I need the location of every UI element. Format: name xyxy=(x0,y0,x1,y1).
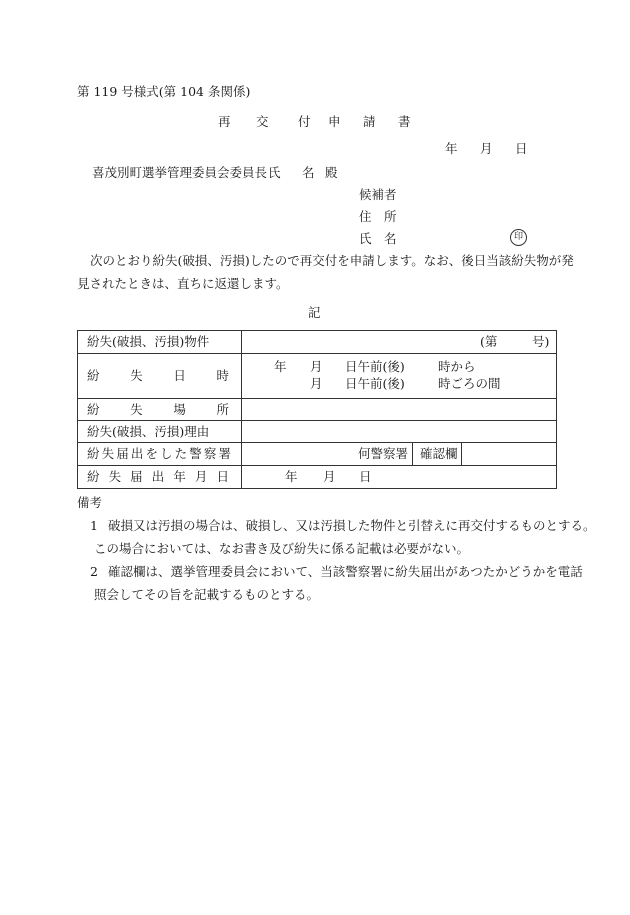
police-station-label xyxy=(78,443,242,466)
label-char: 届 xyxy=(116,446,129,461)
item-number-close: 号) xyxy=(532,334,550,349)
note-1-line-2: この場合においては、なお書き及び紛失に係る記載は必要がない。 xyxy=(94,541,470,556)
applicant-name-label-2: 名 xyxy=(384,231,397,246)
label-char: し xyxy=(160,446,173,461)
label-char: 失 xyxy=(130,401,143,417)
label-char: 察 xyxy=(203,446,217,461)
note-1-number: 1 xyxy=(90,518,98,533)
lost-reason-value[interactable] xyxy=(242,421,557,443)
date-day-label: 日 xyxy=(515,141,528,156)
lost-place-value[interactable] xyxy=(242,399,557,421)
police-station-value[interactable] xyxy=(242,443,557,466)
recipient-name-label-2: 名 xyxy=(302,165,315,180)
police-station-name: 何警察署 xyxy=(358,446,409,461)
candidate-label: 候補者 xyxy=(359,187,397,202)
note-2-line-1: 確認欄は、選挙管理委員会において、当該警察署に紛失届出があつたかどうかを電話 xyxy=(108,564,583,579)
details-table xyxy=(77,330,557,489)
label-char: 届 xyxy=(130,469,143,484)
label-char: 日 xyxy=(216,469,229,484)
label-char: 署 xyxy=(218,446,231,461)
note-1-line-1: 破損又は汚損の場合は、破損し、又は汚損した物件と引替えに再交付するものとする。 xyxy=(108,518,596,533)
label-char: 時 xyxy=(216,368,229,383)
label-char: 紛 xyxy=(87,469,100,484)
item-number-open: (第 xyxy=(480,334,498,349)
table-row xyxy=(78,466,557,489)
note-2-line-2: 照会してその旨を記載するものとする。 xyxy=(94,587,320,602)
lost-datetime-value[interactable] xyxy=(242,354,557,399)
applicant-address-label-1: 住 xyxy=(359,209,372,224)
label-char: を xyxy=(145,446,158,461)
title-char: 書 xyxy=(398,114,411,129)
label-char: 場 xyxy=(173,401,186,417)
note-2-number: 2 xyxy=(90,564,98,579)
table-row xyxy=(78,443,557,466)
notes-heading: 備考 xyxy=(77,495,103,510)
body-line-1: 次のとおり紛失(破損、汚損)したので再交付を申請します。なお、後日当該紛失物が発 xyxy=(90,253,574,268)
table-row xyxy=(78,331,557,354)
title-char: 再 xyxy=(218,114,231,129)
cell-divider xyxy=(412,443,413,465)
label-char: 日 xyxy=(173,368,186,383)
label-char: 失 xyxy=(101,446,115,461)
report-day: 日 xyxy=(359,469,372,484)
datetime-month-2: 月 xyxy=(310,376,323,391)
cell-divider xyxy=(461,443,462,465)
label-char: 警 xyxy=(189,446,202,461)
datetime-year: 年 xyxy=(274,359,287,374)
label-char: 紛 xyxy=(87,401,100,417)
datetime-day-2: 日午前(後) xyxy=(345,376,405,391)
lost-place-label xyxy=(78,399,242,421)
date-year-label: 年 xyxy=(445,141,458,156)
label-char: 失 xyxy=(108,469,122,484)
lost-item-value[interactable] xyxy=(242,331,557,354)
label-char: 紛 xyxy=(87,368,100,383)
datetime-until: 時ごろの間 xyxy=(438,376,501,391)
lost-reason-label: 紛失(破損、汚損)理由 xyxy=(78,421,242,443)
label-char: 年 xyxy=(173,469,186,484)
table-row xyxy=(78,421,557,443)
title-char: 付 xyxy=(298,114,311,129)
table-row xyxy=(78,399,557,421)
datetime-month: 月 xyxy=(310,359,323,374)
table-row xyxy=(78,354,557,399)
datetime-day: 日午前(後) xyxy=(345,359,405,374)
label-char: 月 xyxy=(194,469,208,484)
title-char: 申 xyxy=(328,114,341,129)
ki-heading: 記 xyxy=(308,305,321,320)
label-char: た xyxy=(174,446,188,461)
title-char: 交 xyxy=(256,114,269,129)
datetime-from: 時から xyxy=(438,359,476,374)
lost-datetime-label xyxy=(78,354,242,399)
form-number: 第 119 号様式(第 104 条関係) xyxy=(77,84,251,99)
recipient-name-label-1: 氏 xyxy=(268,165,281,180)
honorific: 殿 xyxy=(325,165,338,180)
body-line-2: 見されたときは、直ちに返還します。 xyxy=(77,276,289,291)
label-char: 出 xyxy=(130,446,144,461)
title-char: 請 xyxy=(363,114,376,129)
seal-mark: 印 xyxy=(510,229,527,246)
label-char: 出 xyxy=(151,469,165,484)
report-date-value[interactable] xyxy=(242,466,557,489)
recipient: 喜茂別町選挙管理委員会委員長 xyxy=(92,165,268,180)
date-month-label: 月 xyxy=(480,141,493,156)
report-year: 年 xyxy=(285,469,298,484)
label-char: 失 xyxy=(130,368,143,383)
lost-item-label: 紛失(破損、汚損)物件 xyxy=(78,331,242,354)
report-date-label xyxy=(78,466,242,489)
report-month: 月 xyxy=(323,469,336,484)
confirm-label: 確認欄 xyxy=(420,446,458,461)
applicant-name-label-1: 氏 xyxy=(359,231,372,246)
label-char: 紛 xyxy=(87,446,100,461)
label-char: 所 xyxy=(216,401,229,417)
applicant-address-label-2: 所 xyxy=(384,209,397,224)
